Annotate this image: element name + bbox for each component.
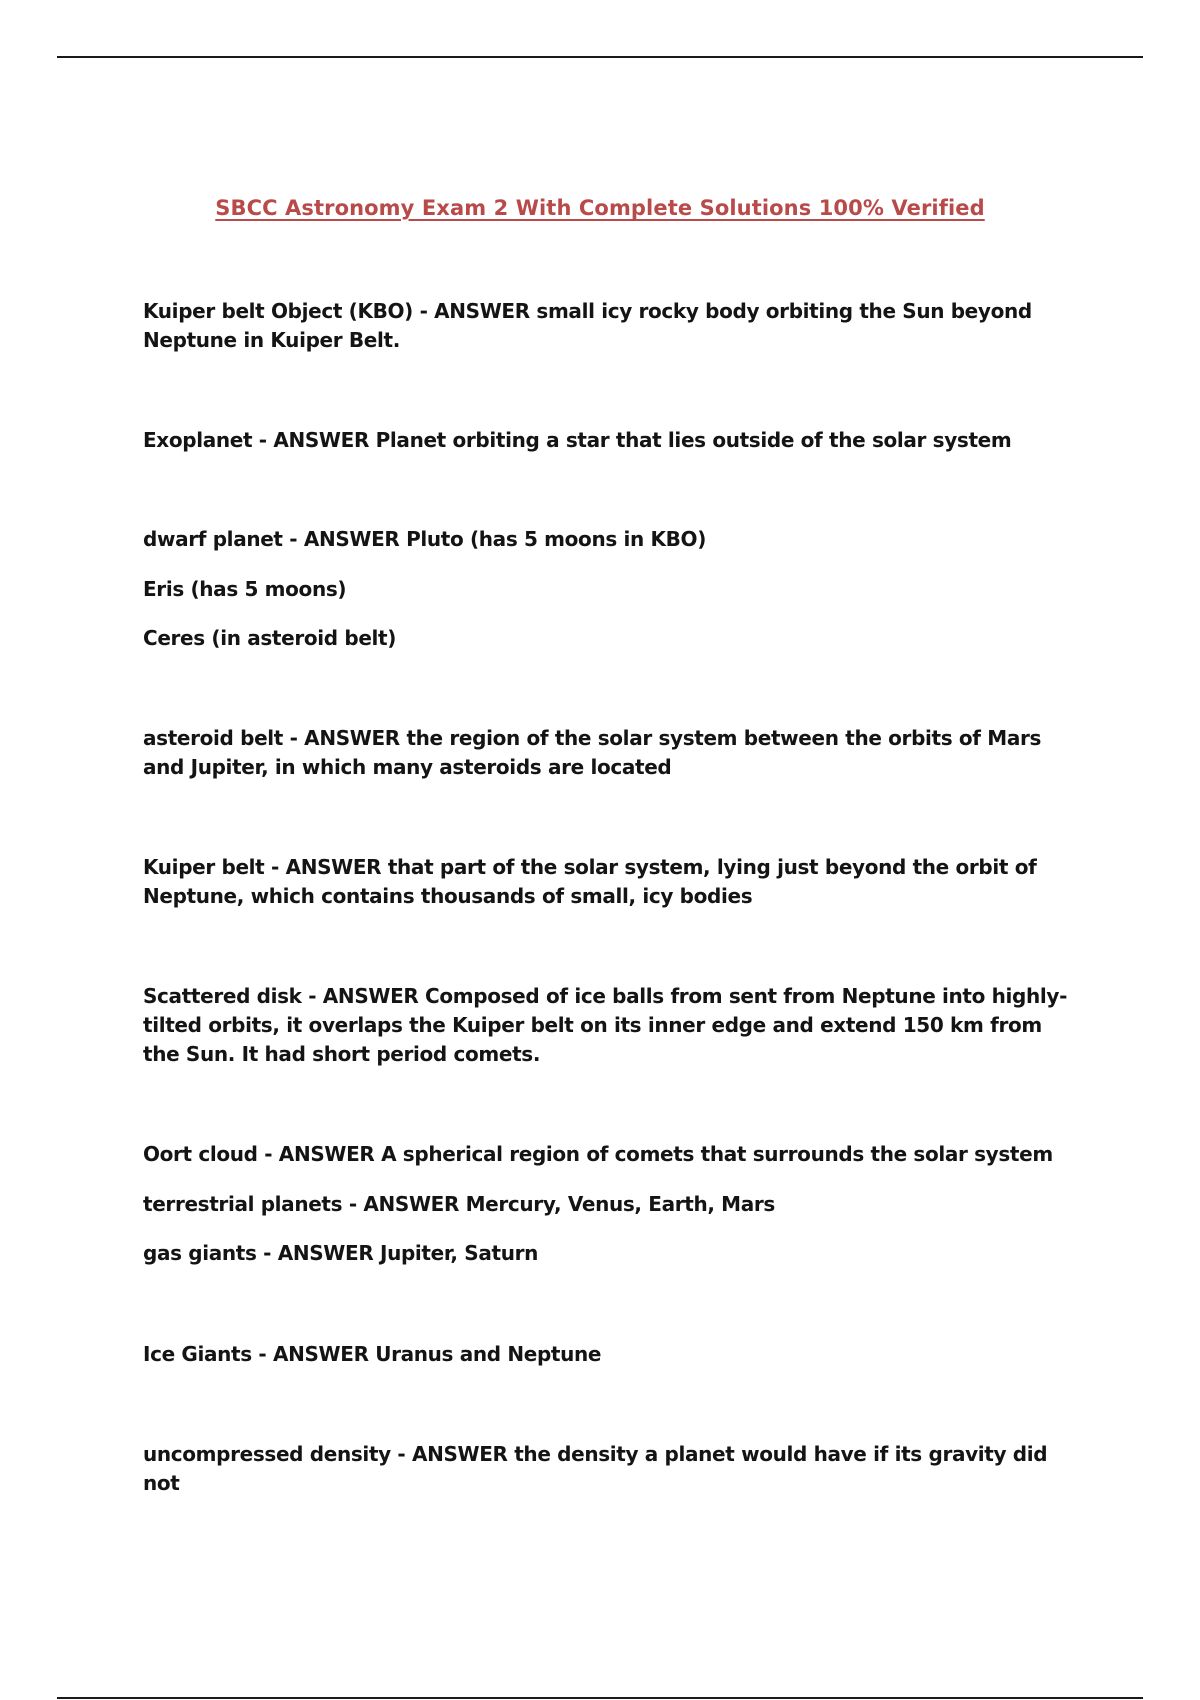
header-rule [57, 56, 1143, 58]
entry-kuiper-belt: Kuiper belt - ANSWER that part of the solar system, lying just beyond the orbit of Neptune, which contains thousands of small, icy bodies [143, 855, 1037, 908]
entry-gas-giants: gas giants - ANSWER Jupiter, Saturn [143, 1241, 538, 1265]
entry-asteroid-belt: asteroid belt - ANSWER the region of the solar system between the orbits of Mars and Jupiter, in which many asteroids are located [143, 726, 1042, 779]
entry-scattered-disk: Scattered disk - ANSWER Composed of ice balls from sent from Neptune into highly-tilted orbits, it overlaps the Kuiper belt on its inner edge and extend 150 km from the Sun. It had short period comets. [143, 984, 1068, 1066]
entry-kuiper-belt-object: Kuiper belt Object (KBO) - ANSWER small icy rocky body orbiting the Sun beyond Neptune in Kuiper Belt. [143, 299, 1032, 352]
entry-oort-cloud: Oort cloud - ANSWER A spherical region of comets that surrounds the solar system [143, 1142, 1053, 1166]
entry-uncompressed-density: uncompressed density - ANSWER the density a planet would have if its gravity did not [143, 1442, 1048, 1495]
entry-dwarf-planet: dwarf planet - ANSWER Pluto (has 5 moons in KBO) [143, 527, 706, 551]
entry-ceres: Ceres (in asteroid belt) [143, 626, 397, 650]
entry-terrestrial-planets: terrestrial planets - ANSWER Mercury, Venus, Earth, Mars [143, 1192, 775, 1216]
entry-exoplanet: Exoplanet - ANSWER Planet orbiting a star that lies outside of the solar system [143, 428, 1012, 452]
entry-eris: Eris (has 5 moons) [143, 577, 347, 601]
document-title [0, 194, 1200, 222]
entry-ice-giants: Ice Giants - ANSWER Uranus and Neptune [143, 1342, 602, 1366]
footer-rule [57, 1697, 1143, 1699]
document-title-text: SBCC Astronomy Exam 2 With Complete Solutions 100% Verified [215, 196, 985, 220]
